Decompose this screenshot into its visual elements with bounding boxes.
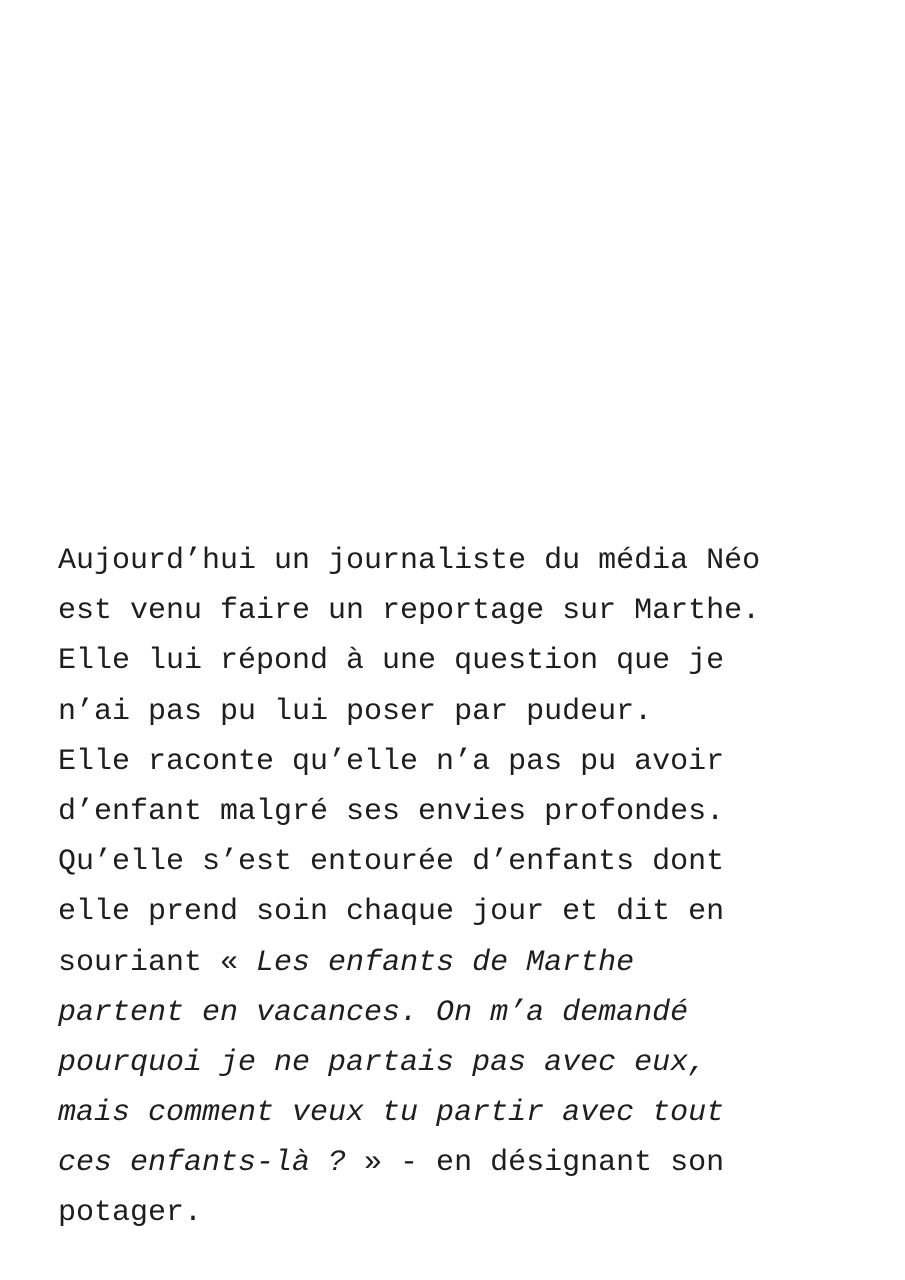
text-run: n’ai pas pu lui poser par pudeur. <box>58 694 653 729</box>
quote-run-italic: partent en vacances. On m’a demandé <box>58 995 689 1030</box>
text-run: Elle raconte qu’elle n’a pas pu avoir <box>58 744 725 779</box>
text-line <box>58 837 898 887</box>
text-run: Qu’elle s’est entourée d’enfants dont <box>58 845 725 880</box>
text-run: Elle lui répond à une question que je <box>58 644 725 679</box>
text-line <box>58 586 898 636</box>
text-run: elle prend soin chaque jour et dit en <box>58 895 725 930</box>
text-line <box>58 737 898 787</box>
text-line <box>58 787 898 837</box>
text-line <box>58 938 898 988</box>
quote-run-italic: mais comment veux tu partir avec tout <box>58 1096 725 1131</box>
text-run: » - en désignant son <box>346 1146 725 1181</box>
text-line <box>58 1188 898 1238</box>
text-line <box>58 988 898 1038</box>
text-run: souriant « <box>58 945 257 980</box>
text-line <box>58 536 898 586</box>
text-run: Aujourd’hui un journaliste du média Néo <box>58 544 761 578</box>
text-run: d’enfant malgré ses envies profondes. <box>58 794 725 829</box>
text-line <box>58 887 898 937</box>
quote-run-italic: pourquoi je ne partais pas avec eux, <box>58 1045 707 1080</box>
quote-run-italic: Les enfants de Marthe <box>256 945 635 980</box>
text-run: est venu faire un reportage sur Marthe. <box>58 594 761 629</box>
text-line <box>58 687 898 737</box>
text-line <box>58 1088 898 1138</box>
text-line <box>58 636 898 686</box>
body-paragraph <box>58 536 898 1239</box>
text-line <box>58 1138 898 1188</box>
quote-run-italic: ces enfants-là ? <box>58 1146 347 1181</box>
text-run: potager. <box>58 1196 203 1231</box>
text-line <box>58 1038 898 1088</box>
